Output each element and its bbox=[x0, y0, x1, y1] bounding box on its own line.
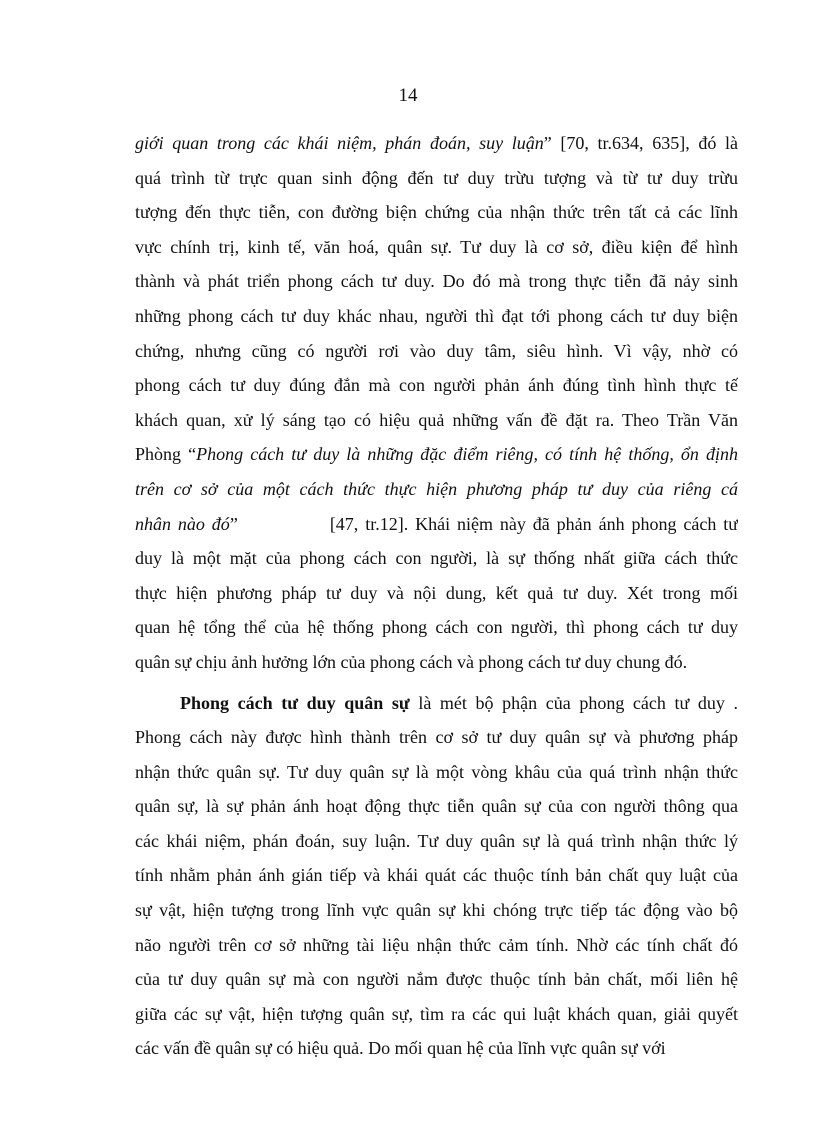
text-line: vực chính trị, kinh tế, văn hoá, quân sự. Tư duy là cơ sở, điều kiện để hình bbox=[135, 236, 738, 257]
citation: [47, tr.12]. Khái niệm này đã phản ánh phong cách tư bbox=[329, 513, 738, 534]
text-line: tượng đến thực tiễn, con đường biện chứng của nhận thức trên tất cả các lĩnh bbox=[135, 202, 738, 223]
text-line: Phong cách này được hình thành trên cơ sở tư duy quân sự và phương pháp bbox=[135, 727, 738, 748]
text-line bbox=[135, 507, 738, 542]
text-line: não người trên cơ sở những tài liệu nhận thức cảm tính. Nhờ các tính chất đó bbox=[135, 934, 738, 955]
citation: ” [70, tr.634, 635], đó là bbox=[543, 133, 738, 153]
body-text bbox=[135, 126, 738, 1066]
italic-quote: trên cơ sở của một cách thức thực hiện phương pháp tư duy của riêng cá bbox=[135, 478, 738, 499]
text-line: thành và phát triển phong cách tư duy. Do đó mà trong thực tiễn đã nảy sinh bbox=[135, 271, 738, 292]
text-line: khách quan, xử lý sáng tạo có hiệu quả những vấn đề đặt ra. Theo Trần Văn bbox=[135, 409, 738, 430]
text-line: quan hệ tổng thể của hệ thống phong cách con người, thì phong cách tư duy bbox=[135, 617, 738, 638]
text-line: duy là một mặt của phong cách con người, là sự thống nhất giữa cách thức bbox=[135, 548, 738, 569]
text-line bbox=[135, 472, 738, 507]
paragraph-1 bbox=[135, 126, 738, 680]
text-line: chứng, nhưng cũng có người rơi vào duy tâm, siêu hình. Vì vậy, nhờ có bbox=[135, 340, 738, 361]
text-line: nhận thức quân sự. Tư duy quân sự là một vòng khâu của quá trình nhận thức bbox=[135, 761, 738, 782]
text-line: Phong cách tư duy quân sự là mét bộ phận của phong cách tư duy . bbox=[180, 692, 738, 713]
text-line: quá trình từ trực quan sinh động đến tư duy trừu tượng và từ tư duy trừu bbox=[135, 167, 738, 188]
text-line: sự vật, hiện tượng trong lĩnh vực quân sự khi chóng trực tiếp tác động vào bộ bbox=[135, 900, 738, 921]
text-line: giữa các sự vật, hiện tượng quân sự, tìm ra các qui luật khách quan, giải quyết bbox=[135, 1003, 738, 1024]
page-number: 14 bbox=[398, 85, 418, 106]
text-line: các khái niệm, phán đoán, suy luận. Tư duy quân sự là quá trình nhận thức lý bbox=[135, 830, 738, 851]
bold-term: Phong cách tư duy quân sự bbox=[180, 692, 410, 713]
text-line: tính nhằm phản ánh gián tiếp và khái quát các thuộc tính bản chất quy luật của bbox=[135, 865, 738, 886]
italic-quote: giới quan trong các khái niệm, phán đoán, suy luận bbox=[135, 133, 544, 153]
text-line bbox=[135, 126, 738, 161]
paragraph-2 bbox=[135, 686, 738, 1067]
text-line: các vấn đề quân sự có hiệu quả. Do mối quan hệ của lĩnh vực quân sự với bbox=[135, 1038, 666, 1059]
closing-quote: ” bbox=[229, 513, 238, 534]
text-line: của tư duy quân sự mà con người nắm được thuộc tính bản chất, mối liên hệ bbox=[135, 969, 738, 990]
author-ref: Phòng “ bbox=[135, 444, 197, 465]
italic-quote: Phong cách tư duy là những đặc điểm riêng, có tính hệ thống, ổn định bbox=[196, 444, 738, 465]
text-line: thực hiện phương pháp tư duy và nội dung, kết quả tư duy. Xét trong mối bbox=[135, 582, 738, 603]
text-line: quân sự, là sự phản ánh hoạt động thực tiễn quân sự của con người thông qua bbox=[135, 796, 738, 817]
text-line bbox=[135, 437, 738, 472]
text-line: phong cách tư duy đúng đắn mà con người phản ánh đúng tình hình thực tế bbox=[135, 375, 738, 396]
text-line: quân sự chịu ảnh hưởng lớn của phong cách và phong cách tư duy chung đó. bbox=[135, 651, 688, 672]
text-line: những phong cách tư duy khác nhau, người thì đạt tới phong cách tư duy biện bbox=[135, 305, 738, 326]
italic-quote: nhân nào đó bbox=[135, 513, 230, 534]
